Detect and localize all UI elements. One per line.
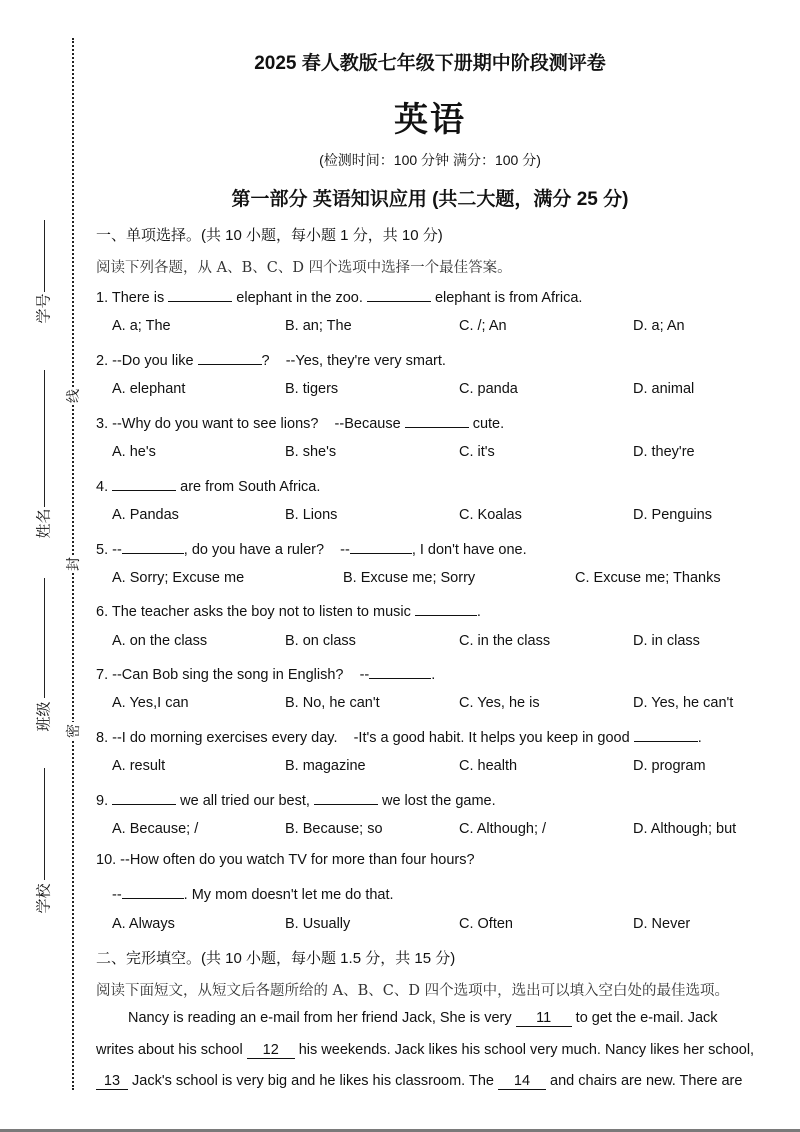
option-c[interactable]: C. /; An [459,318,507,334]
option-c[interactable]: C. Yes, he is [459,695,540,711]
option-a[interactable]: A. Pandas [112,507,179,523]
option-b[interactable]: B. on class [285,633,356,649]
exam-meta: (检测时间：100 分钟 满分：100 分) [319,152,541,168]
option-d[interactable]: D. in class [633,633,700,649]
option-d[interactable]: D. Although; but [633,821,737,837]
student-id-line[interactable] [44,220,45,292]
question-1: 1. There is elephant in the zoo. elephant is from Africa. [96,287,582,306]
option-c[interactable]: C. in the class [459,633,551,649]
school-line[interactable] [44,768,45,880]
section1-instruction: 阅读下列各题，从 A、B、C、D 四个选项中选择一个最佳答案。 [96,260,512,276]
answer-blank[interactable] [168,287,232,302]
option-a[interactable]: A. a; The [112,318,171,334]
option-c[interactable]: C. Often [459,916,513,932]
option-c[interactable]: C. panda [459,381,518,397]
option-d[interactable]: D. a; An [633,318,685,334]
passage-line-2: writes about his school 12 his weekends. Jack likes his school very much. Nancy likes her school, [96,1042,755,1058]
answer-blank[interactable] [415,601,477,616]
option-b[interactable]: B. Lions [285,507,338,523]
cloze-blank-12[interactable]: 12 [247,1042,295,1059]
question-10: 10. --How often do you watch TV for more than four hours? [96,852,475,868]
option-a[interactable]: A. Sorry; Excuse me [112,570,245,586]
question-2: 2. --Do you like ? --Yes, they're very smart. [96,350,446,369]
class-line[interactable] [44,578,45,698]
subject-title: 英语 [394,101,466,139]
answer-blank[interactable] [122,539,184,554]
student-id-label: 学号 [35,293,53,324]
section1-heading: 一、单项选择。(共 10 小题，每小题 1 分，共 10 分) [96,227,443,244]
answer-blank[interactable] [367,287,431,302]
section2-heading: 二、完形填空。(共 10 小题，每小题 1.5 分，共 15 分) [96,950,456,967]
question-8: 8. --I do morning exercises every day. -It's a good habit. It helps you keep in good . [96,727,702,746]
answer-blank[interactable] [122,884,184,899]
answer-blank[interactable] [198,350,262,365]
option-b[interactable]: B. Usually [285,916,351,932]
passage-line-3: 13 Jack's school is very big and he likes his classroom. The 14 and chairs are new. There are [96,1073,766,1090]
option-d[interactable]: D. Yes, he can't [633,695,734,711]
option-c[interactable]: C. Koalas [459,507,522,523]
option-b[interactable]: B. tigers [285,381,339,397]
cloze-blank-13[interactable]: 13 [96,1073,128,1090]
option-d[interactable]: D. Never [633,916,691,932]
answer-blank[interactable] [369,664,431,679]
option-a[interactable]: A. he's [112,444,156,460]
option-c[interactable]: C. health [459,758,518,774]
school-label: 学校 [35,883,53,914]
option-a[interactable]: A. result [112,758,166,774]
name-line[interactable] [44,370,45,507]
question-10-reply: -- . My mom doesn't let me do that. [112,884,394,903]
option-a[interactable]: A. elephant [112,381,186,397]
class-label: 班级 [35,701,53,732]
seal-char-feng: 封 [65,557,81,571]
question-6: 6. The teacher asks the boy not to listen to music . [96,601,481,620]
passage-line-1: Nancy is reading an e-mail from her friend Jack, She is very 11 to get the e-mail. Jack [128,1010,718,1026]
option-b[interactable]: B. she's [285,444,337,460]
answer-blank[interactable] [314,790,378,805]
option-c[interactable]: C. Although; / [459,821,547,837]
section2-instruction: 阅读下面短文，从短文后各题所给的 A、B、C、D 四个选项中，选出可以填入空白处的最佳选项。 [96,983,730,999]
option-c[interactable]: C. Excuse me; Thanks [575,570,721,586]
question-9: 9. we all tried our best, we lost the game. [96,790,496,809]
option-b[interactable]: B. an; The [285,318,352,334]
cloze-blank-11[interactable]: 11 [516,1010,572,1027]
option-a[interactable]: A. Because; / [112,821,199,837]
question-5: 5. -- , do you have a ruler? -- , I don't have one. [96,539,527,558]
answer-blank[interactable] [112,476,176,491]
option-d[interactable]: D. Penguins [633,507,712,523]
option-a[interactable]: A. Yes,I can [112,695,189,711]
option-d[interactable]: D. animal [633,381,695,397]
answer-blank[interactable] [350,539,412,554]
seal-char-mi: 密 [65,724,81,738]
answer-blank[interactable] [405,413,469,428]
option-a[interactable]: A. on the class [112,633,208,649]
question-4: 4. are from South Africa. [96,476,320,495]
part-title: 第一部分 英语知识应用 (共二大题，满分 25 分) [231,189,629,210]
question-3: 3. --Why do you want to see lions? --Because cute. [96,413,504,432]
option-d[interactable]: D. they're [633,444,695,460]
option-c[interactable]: C. it's [459,444,495,460]
question-7: 7. --Can Bob sing the song in English? -- . [96,664,435,683]
option-b[interactable]: B. Because; so [285,821,383,837]
option-d[interactable]: D. program [633,758,706,774]
answer-blank[interactable] [112,790,176,805]
answer-blank[interactable] [634,727,698,742]
cloze-blank-14[interactable]: 14 [498,1073,546,1090]
name-label: 姓名 [35,508,53,539]
option-b[interactable]: B. No, he can't [285,695,380,711]
option-a[interactable]: A. Always [112,916,175,932]
seal-char-xian: 线 [65,389,81,403]
option-b[interactable]: B. magazine [285,758,366,774]
option-b[interactable]: B. Excuse me; Sorry [343,570,476,586]
exam-title: 2025 春人教版七年级下册期中阶段测评卷 [254,53,606,74]
